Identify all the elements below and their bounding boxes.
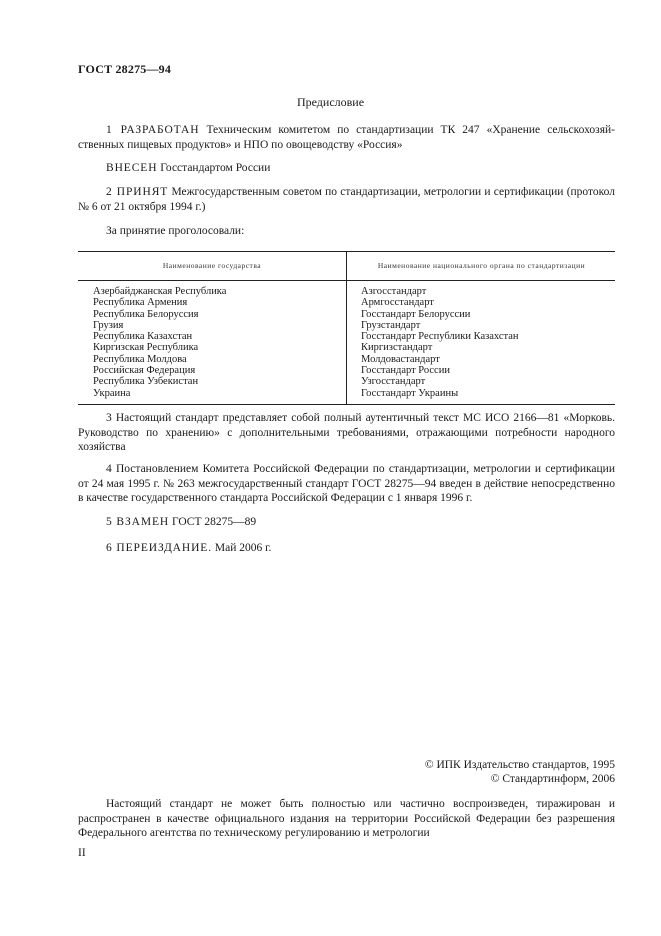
page-number: II	[78, 847, 86, 859]
table-cell-state: Республика Узбекистан	[93, 376, 199, 388]
table-cell-body: Молдовастандарт	[361, 353, 440, 365]
item-5	[78, 515, 615, 530]
item-6-label: 6 ПЕРЕИЗДАНИЕ.	[106, 542, 212, 554]
table-cell-state: Российская Федерация	[93, 365, 196, 377]
item-4: 4 Постановлением Комитета Российской Федерации по стандартизации, метрологии и сертификации от 24 мая 1995 г. № 263 межгосударственный стандарт ГОСТ 28275—94 введен в действие непосредственно в качестве государственного стандарта Российской Федерации с 1 января 1996 г.	[78, 463, 615, 504]
copyright-line-2: © Стандартинформ, 2006	[490, 773, 615, 785]
introduced-label: ВНЕСЕН	[106, 162, 158, 174]
preface-introduced	[78, 161, 615, 176]
table-cell-body: Госстандарт Республики Казахстан	[361, 331, 519, 343]
item-3: 3 Настоящий стандарт представляет собой полный аутентичный текст МС ИСО 2166—81 «Морковь. Руководство по хранению» с дополнительными требованиями, отражающими потребности народного хозяйства	[78, 412, 615, 453]
voted-caption: За принятие проголосовали:	[106, 225, 245, 237]
table-cell-body: Азгосстандарт	[361, 286, 427, 297]
table-cell-state: Республика Белоруссия	[93, 308, 199, 320]
item-6	[78, 541, 615, 556]
voting-table	[78, 251, 615, 405]
table-header	[78, 252, 615, 281]
item-5-text: ГОСТ 28275—89	[169, 516, 257, 528]
header-national-body: Наименование национального органа по стандартизации	[346, 252, 616, 280]
column-divider	[346, 280, 347, 404]
bodies-column	[361, 286, 519, 399]
table-cell-state: Республика Молдова	[93, 353, 187, 365]
item-6-text: Май 2006 г.	[212, 542, 272, 554]
table-cell-state: Республика Казахстан	[93, 331, 193, 343]
copyright-line-1: © ИПК Издательство стандартов, 1995	[424, 759, 615, 771]
table-cell-body: Узгосстандарт	[361, 376, 426, 388]
table-cell-body: Киргизстандарт	[361, 342, 433, 354]
table-cell-state: Украина	[93, 387, 131, 399]
preface-title: Предисловие	[296, 95, 365, 109]
standard-code: ГОСТ 28275—94	[78, 62, 172, 76]
item-5-label: 5 ВЗАМЕН	[106, 516, 170, 528]
table-cell-state: Азербайджанская Республика	[93, 286, 227, 297]
introduced-text: Госстандартом России	[157, 162, 271, 174]
item-2-text: Межгосударственным советом по стандартизации, метрологии и сертификации (протокол № 6 от 21 октября 1994 г.)	[78, 186, 615, 213]
reproduction-notice: Настоящий стандарт не может быть полностью или частично воспроизведен, тиражирован и распространен в качестве официального издания на территории Российской Федерации без разрешения Федерального агентства по техническому регулированию и метрологии	[78, 798, 615, 839]
item-1-label: 1 РАЗРАБОТАН	[106, 124, 200, 136]
table-cell-state: Киргизская Республика	[93, 342, 199, 354]
table-cell-body: Грузстандарт	[361, 319, 421, 331]
item-2-label: 2 ПРИНЯТ	[106, 186, 169, 198]
table-cell-body: Госстандарт Украины	[361, 387, 459, 399]
table-cell-body: Армгосстандарт	[361, 297, 434, 309]
item-1-text: Техническим комитетом по стандартизации ТК 247 «Хранение сельскохозяйственных пищевых продуктов» и НПО по овощеводству «Россия»	[78, 124, 615, 151]
preface-item-2	[78, 185, 615, 214]
preface-item-1	[78, 123, 615, 152]
table-cell-body: Госстандарт России	[361, 365, 450, 377]
table-cell-state: Республика Армения	[93, 297, 188, 309]
table-cell-body: Госстандарт Белоруссии	[361, 308, 471, 320]
states-column	[93, 286, 226, 399]
header-state: Наименование государства	[162, 261, 262, 270]
table-cell-state: Грузия	[93, 319, 124, 331]
